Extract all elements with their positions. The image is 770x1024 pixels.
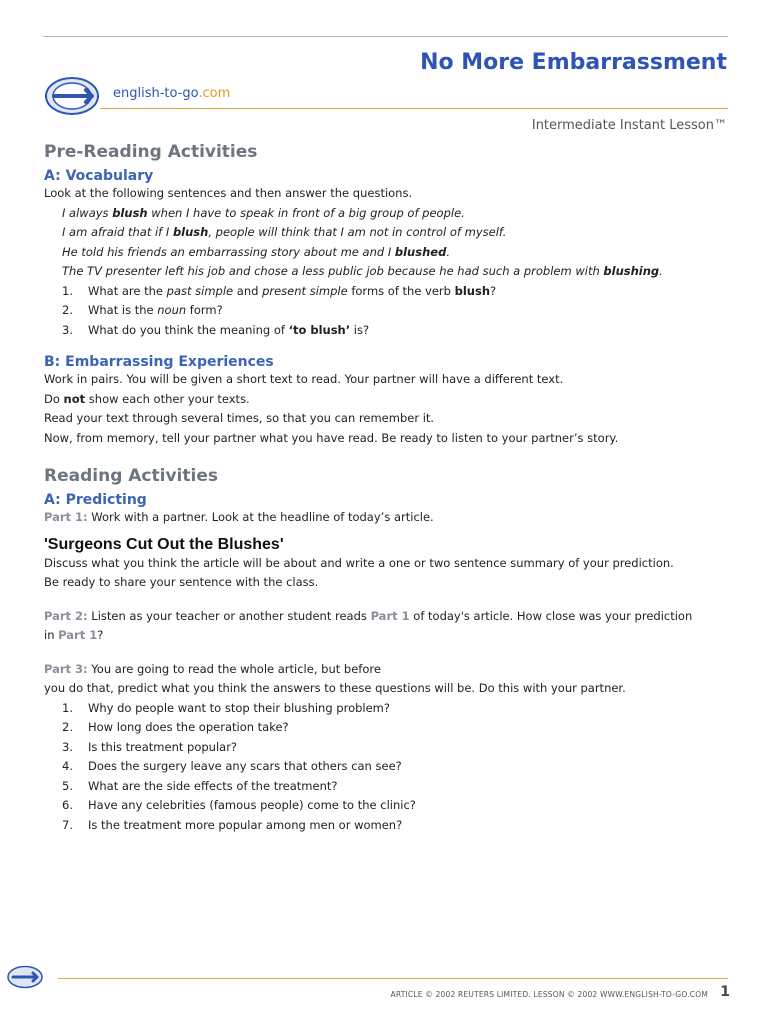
list-item — [44, 321, 730, 341]
text: Listen as your teacher or another student reads — [87, 608, 371, 623]
text: . — [659, 264, 663, 278]
list-number: 3. — [62, 739, 73, 754]
list-text: Have any celebrities (famous people) come to the clinic? — [88, 798, 416, 812]
site-name-tld: .com — [198, 86, 231, 101]
text: is? — [350, 322, 370, 337]
article-headline: 'Surgeons Cut Out the Blushes' — [44, 535, 284, 553]
list-text — [88, 321, 369, 341]
list-text: Why do people want to stop their blushing problem? — [88, 700, 390, 715]
text: of today's article. How close was your prediction — [409, 608, 693, 623]
text: ? — [97, 628, 104, 642]
text: . — [446, 244, 450, 259]
part-label: Part 3: — [44, 661, 88, 676]
part-reference: Part 1 — [370, 608, 410, 623]
prediction-questions — [44, 699, 730, 836]
text: , people will think that I am not in control of myself. — [208, 225, 507, 239]
part-label: Part 2: — [44, 608, 88, 623]
english-to-go-logo-icon — [44, 76, 104, 116]
list-number: 2. — [62, 303, 73, 317]
keyword: blush — [454, 283, 491, 298]
list-number: 1. — [62, 700, 73, 715]
text: Work with a partner. Look at the headline of today’s article. — [87, 510, 434, 524]
list-item — [44, 718, 730, 738]
text: I am afraid that if I — [62, 225, 173, 239]
list-item — [44, 301, 730, 321]
lesson-level: Intermediate Instant Lesson™ — [531, 118, 727, 133]
vocabulary-intro: Look at the following sentences and then answer the questions. — [44, 186, 413, 200]
text: What do you think the meaning of — [88, 322, 289, 337]
keyword: blush — [172, 225, 209, 239]
list-number: 4. — [62, 759, 73, 773]
text: present simple — [262, 283, 348, 298]
part-label: Part 1: — [44, 510, 88, 524]
text: noun — [157, 303, 187, 317]
vocab-sentence-3 — [44, 243, 730, 263]
part-2-instruction-line-2 — [44, 626, 730, 646]
part-3-instruction — [44, 660, 730, 680]
text: Do — [44, 391, 64, 406]
list-item — [44, 699, 730, 719]
vocab-sentence-2 — [44, 223, 730, 243]
reading-heading: Reading Activities — [44, 466, 218, 486]
page-number: 1 — [720, 984, 730, 1000]
list-number: 2. — [62, 720, 73, 734]
discuss-line-2: Be ready to share your sentence with the class. — [44, 575, 319, 589]
list-number: 7. — [62, 817, 73, 832]
text: form? — [186, 303, 223, 317]
list-text: How long does the operation take? — [88, 720, 289, 734]
list-text: Is the treatment more popular among men or women? — [88, 817, 403, 832]
list-text — [88, 282, 496, 302]
vocabulary-heading: A: Vocabulary — [44, 168, 154, 184]
keyword: blush — [112, 205, 148, 220]
footer-logo-icon — [6, 965, 44, 989]
experiences-line-3: Read your text through several times, so that you can remember it. — [44, 411, 435, 425]
part-2-instruction — [44, 607, 730, 627]
pre-reading-heading: Pre-Reading Activities — [44, 142, 258, 162]
list-number: 6. — [62, 798, 73, 812]
list-item — [44, 796, 730, 816]
vocab-questions — [44, 282, 730, 341]
list-number: 5. — [62, 778, 73, 793]
experiences-line-2 — [44, 390, 730, 410]
text: He told his friends an embarrassing story about me and I — [62, 244, 395, 259]
header-rule — [100, 108, 728, 109]
text: forms of the verb — [347, 283, 455, 298]
site-name[interactable] — [113, 86, 230, 101]
document-title: No More Embarrassment — [420, 50, 727, 75]
list-item — [44, 282, 730, 302]
footer-rule — [58, 978, 728, 979]
list-item — [44, 816, 730, 836]
experiences-line-1: Work in pairs. You will be given a short text to read. Your partner will have a different text. — [44, 372, 564, 386]
vocab-sentence-4 — [44, 262, 730, 282]
list-item — [44, 777, 730, 797]
experiences-line-4: Now, from memory, tell your partner what you have read. Be ready to listen to your partner’s story. — [44, 430, 619, 445]
list-item — [44, 738, 730, 758]
text: What are the — [88, 283, 167, 298]
list-item — [44, 757, 730, 777]
part-reference: Part 1 — [58, 628, 98, 642]
keyword: ‘to blush’ — [288, 322, 351, 337]
list-text: Does the surgery leave any scars that others can see? — [88, 759, 402, 773]
keyword: blushed — [394, 244, 447, 259]
top-rule — [43, 36, 728, 37]
list-number: 1. — [62, 283, 73, 298]
text: in — [44, 628, 59, 642]
keyword: not — [63, 391, 86, 406]
text: You are going to read the whole article, but before — [87, 661, 381, 676]
text: ? — [490, 283, 497, 298]
text: and — [233, 283, 263, 298]
text: show each other your texts. — [85, 391, 250, 406]
vocab-sentence-1 — [44, 204, 730, 224]
part-1-instruction — [44, 508, 730, 528]
experiences-heading: B: Embarrassing Experiences — [44, 354, 274, 370]
list-text: What are the side effects of the treatment? — [88, 778, 338, 793]
list-text: Is this treatment popular? — [88, 739, 238, 754]
discuss-line-1: Discuss what you think the article will be about and write a one or two sentence summary of your prediction. — [44, 555, 674, 570]
part-3-instruction-line-2: you do that, predict what you think the answers to these questions will be. Do this with your partner. — [44, 681, 626, 695]
lesson-content — [44, 138, 730, 835]
text: when I have to speak in front of a big group of people. — [147, 205, 465, 220]
text: The TV presenter left his job and chose a less public job because he had such a problem with — [62, 264, 604, 278]
predicting-heading: A: Predicting — [44, 492, 147, 508]
site-name-text: english-to-go — [113, 86, 199, 101]
text: What is the — [88, 303, 158, 317]
text: past simple — [166, 283, 234, 298]
text: I always — [62, 205, 113, 220]
list-number: 3. — [62, 322, 73, 337]
footer-copyright: ARTICLE © 2002 REUTERS LIMITED. LESSON © 2002 WWW.ENGLISH-TO-GO.COM — [390, 990, 708, 999]
list-text — [88, 301, 223, 321]
keyword: blushing — [603, 264, 660, 278]
